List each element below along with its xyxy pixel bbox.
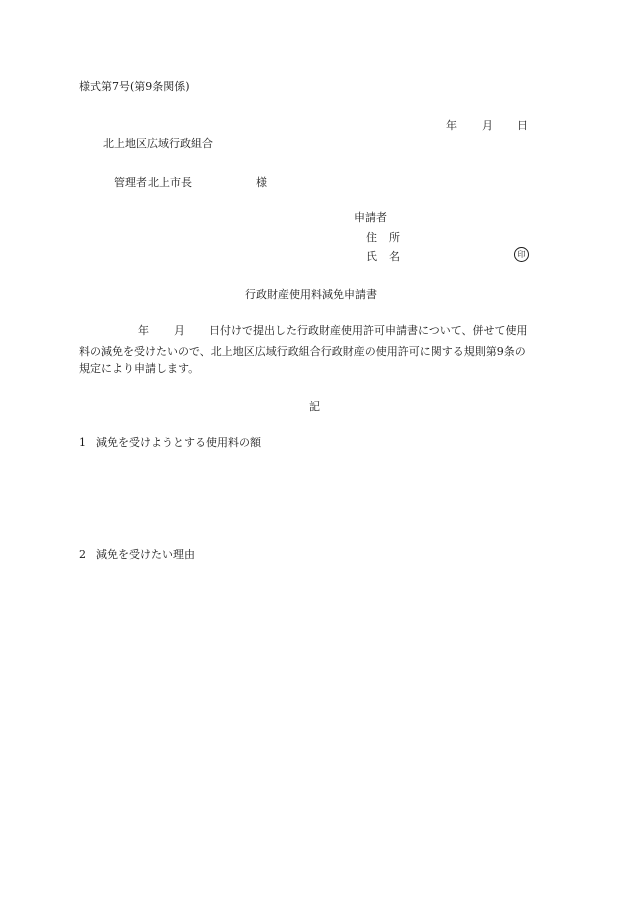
addressee-organization: 北上地区広域行政組合 xyxy=(103,137,213,150)
body-line-2: 料の減免を受けたいので、北上地区広域行政組合行政財産の使用許可に関する規則第9条の xyxy=(79,345,526,358)
date-month-label: 月 xyxy=(482,119,493,132)
address-label-part1: 住 xyxy=(366,231,377,244)
body-year-label: 年 xyxy=(138,324,149,337)
document-title: 行政財産使用料減免申請書 xyxy=(245,288,377,301)
body-month-label: 月 xyxy=(174,324,185,337)
body-line-1: 日付けで提出した行政財産使用許可申請書について、併せて使用 xyxy=(209,324,528,337)
addressee-title: 管理者 xyxy=(114,176,147,189)
date-year-label: 年 xyxy=(446,119,457,132)
address-label-part2: 所 xyxy=(389,231,400,244)
form-number: 様式第7号(第9条関係) xyxy=(79,80,190,93)
addressee-honorific: 様 xyxy=(256,176,267,189)
addressee-name: 北上市長 xyxy=(148,176,192,189)
item-number: 2 xyxy=(79,548,86,561)
seal-mark: 印 xyxy=(514,247,529,262)
ki-heading: 記 xyxy=(309,400,320,413)
item-text: 減免を受けようとする使用料の額 xyxy=(96,436,261,449)
body-line-3: 規定により申請します。 xyxy=(79,362,200,375)
item-number: 1 xyxy=(79,436,86,449)
item-text: 減免を受けたい理由 xyxy=(96,548,195,561)
applicant-label: 申請者 xyxy=(354,211,387,224)
date-day-label: 日 xyxy=(517,119,528,132)
name-label-part1: 氏 xyxy=(366,250,377,263)
name-label-part2: 名 xyxy=(389,250,400,263)
